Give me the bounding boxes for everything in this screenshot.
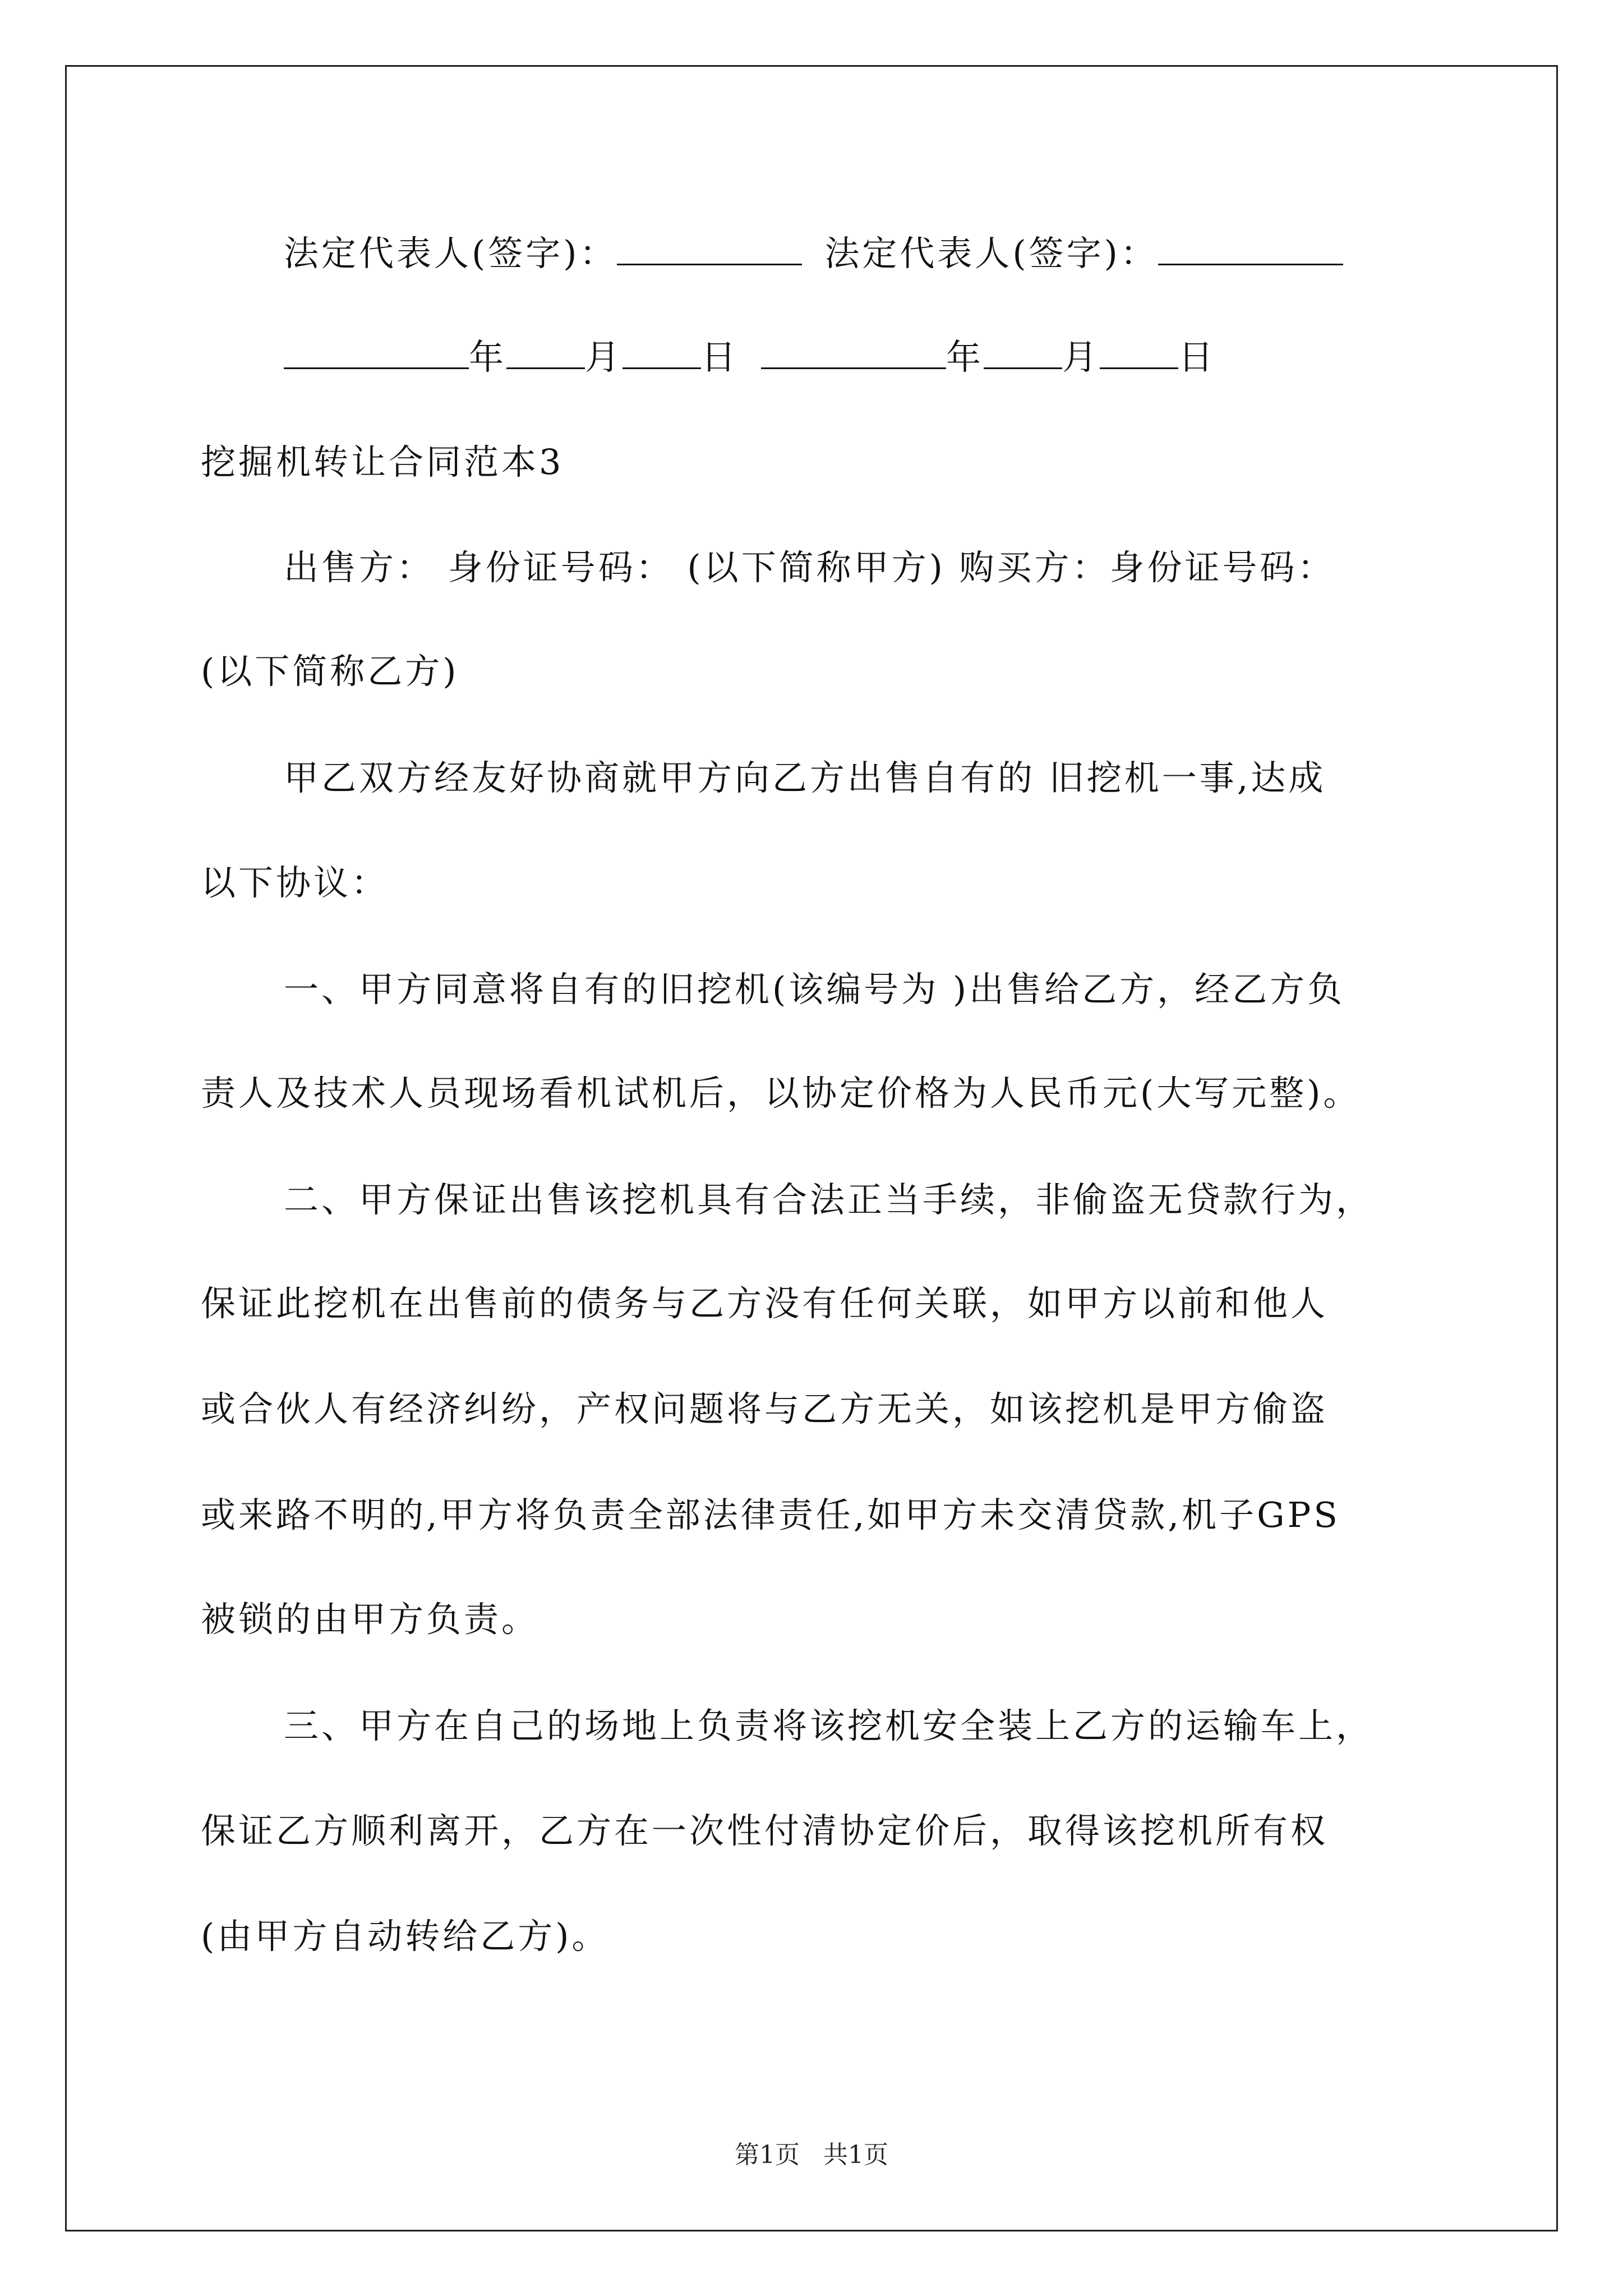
clause-2-line-3: 或合伙人有经济纠纷，产权问题将与乙方无关，如该挖机是甲方偷盗	[201, 1388, 1329, 1429]
clause-3-line-3: (由甲方自动转给乙方)。	[201, 1916, 610, 1957]
date-year-a: 年	[469, 337, 507, 378]
date-blank-month-a	[506, 338, 585, 369]
intro-line-2: 以下协议：	[201, 862, 389, 903]
clause-2-line-2: 保证此挖机在出售前的债务与乙方没有任何关联，如甲方以前和他人	[201, 1283, 1329, 1324]
intro-line-1: 甲乙双方经友好协商就甲方向乙方出售自有的 旧挖机一事,达成	[284, 757, 1326, 798]
clause-3-line-1: 三、甲方在自己的场地上负责将该挖机安全装上乙方的运输车上，	[284, 1705, 1374, 1746]
document-title: 挖掘机转让合同范本3	[201, 441, 564, 482]
clause-1-line-1: 一、甲方同意将自有的旧挖机(该编号为 )出售给乙方，经乙方负	[284, 969, 1345, 1010]
signature-blank-a	[617, 234, 802, 265]
page-current: 第1页	[735, 2141, 800, 2169]
page-total: 共1页	[823, 2141, 888, 2169]
parties-line-1: 出售方： 身份证号码： (以下简称甲方) 购买方：身份证号码：	[284, 547, 1335, 588]
date-year-b: 年	[946, 337, 984, 378]
clause-2-line-5: 被锁的由甲方负责。	[201, 1599, 540, 1640]
date-blank-day-a	[623, 338, 701, 369]
parties-line-2: (以下简称乙方)	[201, 651, 459, 692]
signature-line	[284, 233, 1343, 274]
signature-label-b: 法定代表人(签字)：	[824, 233, 1158, 274]
clause-1-line-2: 责人及技术人员现场看机试机后，以协定价格为人民币元(大写元整)。	[201, 1073, 1361, 1114]
clause-2-line-4: 或来路不明的,甲方将负责全部法律责任,如甲方未交清贷款,机子GPS	[201, 1494, 1340, 1535]
date-line	[284, 337, 1216, 378]
date-blank-year-a	[284, 338, 469, 369]
page-footer	[0, 2134, 1623, 2170]
signature-label-a: 法定代表人(签字)：	[284, 233, 617, 274]
page-border	[65, 65, 1558, 2231]
date-blank-month-b	[984, 338, 1062, 369]
clause-3-line-2: 保证乙方顺利离开，乙方在一次性付清协定价后，取得该挖机所有权	[201, 1810, 1329, 1851]
date-blank-day-b	[1100, 338, 1178, 369]
signature-blank-b	[1158, 234, 1343, 265]
clause-2-line-1: 二、甲方保证出售该挖机具有合法正当手续，非偷盗无贷款行为，	[284, 1179, 1374, 1220]
date-blank-year-b	[761, 338, 946, 369]
date-month-a: 月	[585, 337, 623, 378]
date-day-b: 日	[1178, 337, 1216, 378]
date-month-b: 月	[1062, 337, 1100, 378]
date-day-a: 日	[701, 337, 739, 378]
